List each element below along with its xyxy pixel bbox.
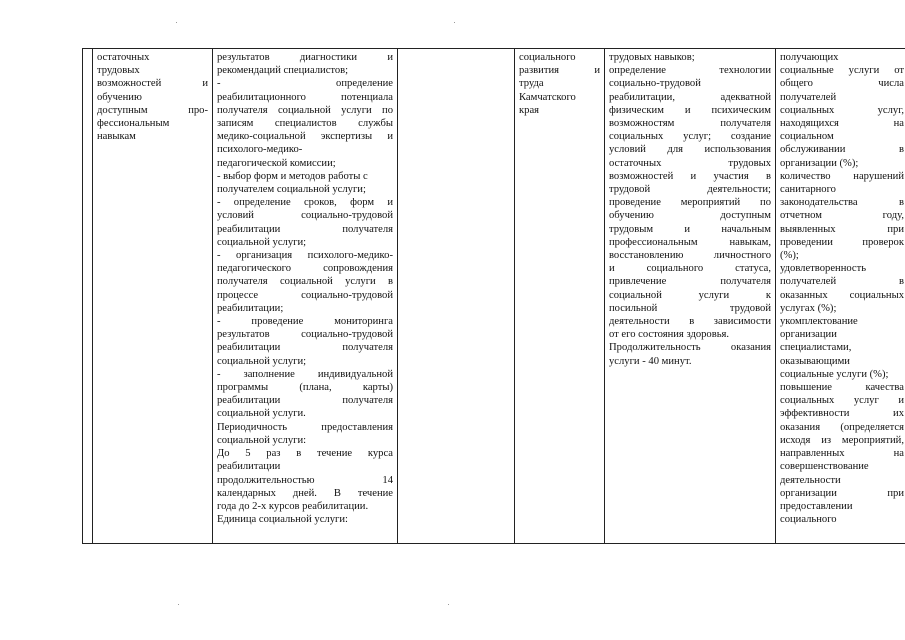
scan-speck [448,604,449,605]
text-line: реабилитации получателя [217,395,393,407]
text-line: остаточных [97,52,150,63]
text-line: социальной услуги. [217,408,306,420]
text-line: возможностям получателя [609,118,771,130]
text-line: Продолжительность оказания [609,342,771,354]
text-line: медико-социальной экспертизы и [217,131,393,143]
text-line: организации при [780,487,904,499]
text-line: организации [780,329,837,341]
cell-text [609,51,771,368]
text-line: получающих [780,52,839,63]
text-line: деятельности в зависимости [609,316,771,328]
text-line: навыкам [97,131,136,143]
text-line: трудовых [97,65,140,77]
text-line: социальные услуги от [780,65,904,77]
text-line: условий социально-трудовой [217,210,393,222]
text-line: До 5 раз в течение курса [217,448,393,460]
text-line: специалистами, [780,342,852,354]
text-line: посильной трудовой [609,302,771,314]
text-line: физическим и психическим [609,104,771,116]
text-line: оказанных социальных [780,289,904,301]
text-line: направленных на [780,448,904,460]
text-line: удовлетворенность [780,263,867,275]
text-line: обучению доступным [609,210,771,222]
text-line: реабилитации; [217,302,284,314]
text-line: находящихся на [780,118,904,130]
text-line: социальной услуги; [217,355,307,367]
text-line: доступным про- [97,104,208,116]
cell-service-content [213,49,398,544]
text-line: реабилитации [217,461,281,473]
text-line: - заполнение индивидуальной [217,368,393,380]
text-line: трудовой деятельности; [609,184,771,196]
text-line: возможностей и участия в [609,170,771,182]
text-line: социальных услуг и [780,395,904,407]
text-line: привлечение получателя [609,276,771,288]
text-line: социально-трудовой [609,78,701,90]
text-line: Камчатского [519,91,576,103]
text-line: оказания (определяется [780,421,904,433]
cell-text [217,51,393,526]
text-line: края [519,104,540,116]
text-line: рекомендаций специалистов; [217,65,349,77]
text-line: санитарного [780,184,836,196]
text-line: деятельности [780,474,841,486]
text-line: труда [519,78,544,90]
text-line: трудовым и начальным [609,223,771,235]
text-line: Единица социальной услуги: [217,514,348,526]
cell-regulator [515,49,605,544]
regulation-table [82,48,905,544]
text-line: реабилитации, адекватной [609,91,771,103]
text-line: реабилитации получателя [217,223,393,235]
cell-text [519,51,600,117]
text-line: восстановлению личностного [609,250,771,262]
text-line: трудовых навыков; [609,52,695,63]
text-line: развития и [519,65,600,77]
text-line: социальной услуги: [217,434,307,446]
text-line: оказывающими [780,355,850,367]
table-row [83,49,905,544]
cell-quality-indicators [776,49,905,544]
text-line: повышение качества [780,382,904,394]
text-line: социального [780,514,837,526]
text-line: количество нарушений [780,170,904,182]
text-line: услуги - 40 минут. [609,355,692,367]
text-line: продолжительностью 14 [217,474,393,486]
text-line: - определение [217,78,393,90]
text-line: педагогического сопровождения [217,263,393,275]
text-line: законодательства в [780,197,904,209]
text-line: услугах (%); [780,302,837,314]
text-line: эффективности их [780,408,904,420]
text-line: календарных дней. В течение [217,487,393,499]
text-line: организации (%); [780,157,859,169]
text-line: года до 2-х курсов реабилитации. [217,500,369,512]
text-line: совершенствование [780,461,869,473]
text-line: обслуживании в [780,144,904,156]
text-line: проведении проверок [780,236,904,248]
cell-text [780,51,904,526]
text-line: записям специалистов службы [217,118,393,130]
text-line: результатов диагностики и [217,52,393,63]
cell-number [83,49,93,544]
text-line: возможностей и [97,78,208,90]
text-line: предоставлении [780,500,853,512]
cell-service-conditions [605,49,776,544]
text-line: получателем социальной услуги; [217,184,366,196]
text-line: обучению [97,91,142,103]
text-line: социальном [780,131,834,143]
scan-speck [454,22,455,23]
text-line: педагогической комиссии; [217,157,336,169]
text-line: социальные услуги (%); [780,368,889,380]
text-line: получателя социальной услуги в [217,276,393,288]
text-line: - выбор форм и методов работы с [217,170,368,182]
text-line: исходя из мероприятий, [780,434,904,446]
text-line: реабилитации получателя [217,342,393,354]
text-line: социального [519,52,576,63]
text-line: отчетном году, [780,210,904,222]
text-line: социальной услуги; [217,236,307,248]
cell-service-goal [93,49,213,544]
scan-speck [178,604,179,605]
text-line: проведение мероприятий по [609,197,771,209]
text-line: реабилитационного потенциала [217,91,393,103]
text-line: - проведение мониторинга [217,316,393,328]
cell-text [97,51,208,143]
text-line: программы (плана, карты) [217,382,393,394]
scan-speck [176,22,177,23]
cell-empty [398,49,515,544]
text-line: результатов социально-трудовой [217,329,393,341]
text-line: Периодичность предоставления [217,421,393,433]
text-line: остаточных трудовых [609,157,771,169]
text-line: процессе социально-трудовой [217,289,393,301]
text-line: условий для использования [609,144,771,156]
text-line: психолого-медико- [217,144,303,156]
text-line: выявленных при [780,223,904,235]
text-line: общего числа [780,78,904,90]
text-line: и социального статуса, [609,263,771,275]
text-line: профессиональным навыкам, [609,236,771,248]
text-line: - организация психолого-медико- [217,250,393,262]
text-line: получателей [780,91,837,103]
text-line: получателя социальной услуги по [217,104,393,116]
text-line: получателей в [780,276,904,288]
text-line: - определение сроков, форм и [217,197,393,209]
text-line: социальных услуг, [780,104,904,116]
text-line: социальных услуг; создание [609,131,771,143]
text-line: определение технологии [609,65,771,77]
text-line: социальной услуги к [609,289,771,301]
text-line: укомплектование [780,316,858,328]
text-line: фессиональным [97,118,170,130]
text-line: (%); [780,250,799,262]
text-line: от его состояния здоровья. [609,329,730,341]
